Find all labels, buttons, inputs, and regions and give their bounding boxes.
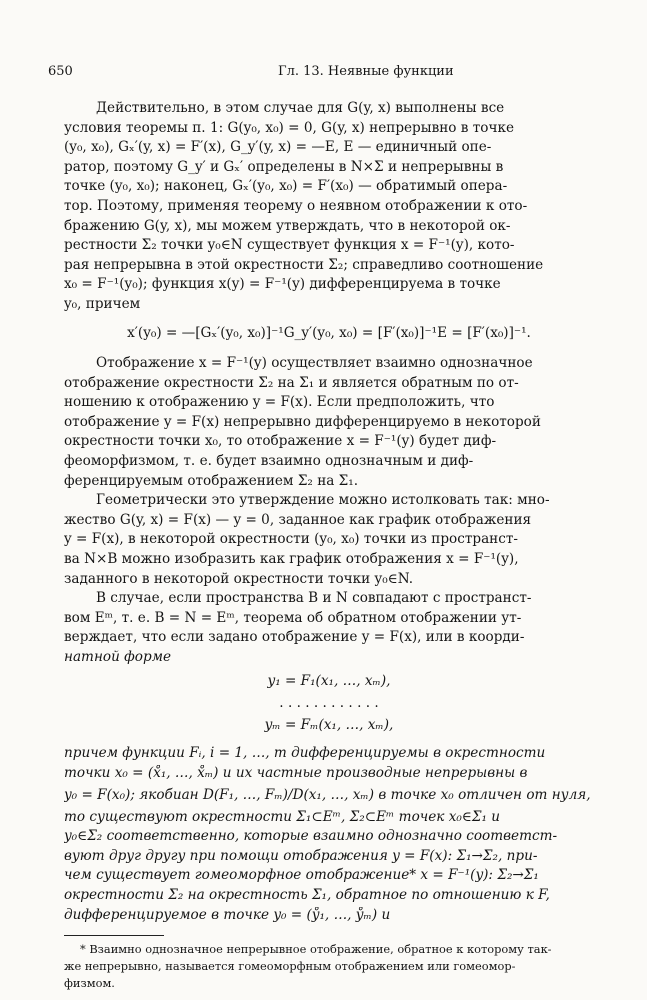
text-line: заданного в некоторой окрестности точки y₀∈N. <box>64 570 414 587</box>
text-line: y₀, причем <box>64 296 141 312</box>
text-line: В случае, если пространства B и N совпадают с пространст- <box>96 590 532 607</box>
text-line: отображение y = F(x) непрерывно дифференцируемо в некоторой <box>64 413 541 430</box>
text-line: ва N×B можно изобразить как график отображения x = F⁻¹(y), <box>64 551 519 567</box>
formula-derivative: x′(y₀) = —[Gₓ′(y₀, x₀)]⁻¹G_y′(y₀, x₀) = [F′(x₀)]⁻¹E = [F′(x₀)]⁻¹. <box>127 325 531 341</box>
text-line: верждает, что если задано отображение y = F(x), или в коорди- <box>64 629 525 646</box>
text-line: то существуют окрестности Σ₁⊂Eᵐ, Σ₂⊂Eᵐ точек x₀∈Σ₁ и <box>64 808 501 825</box>
text-line: окрестности точки x₀, то отображение x = F⁻¹(y) будет диф- <box>64 433 497 450</box>
text-line: вуют друг другу при помощи отображения y = F(x): Σ₁→Σ₂, при- <box>64 847 538 864</box>
text-line: y = F(x), в некоторой окрестности (y₀, x₀) точки из пространст- <box>64 531 518 548</box>
text-line: ференцируемым отображением Σ₂ на Σ₁. <box>64 472 359 489</box>
text-line: ратор, поэтому G_y′ и Gₓ′ определены в N×Σ и непрерывны в <box>64 158 504 175</box>
text-line: причем функции Fᵢ, i = 1, …, m дифференцируемы в окрестности <box>64 745 546 761</box>
footnote-rule <box>64 935 164 936</box>
footnote-line: же непрерывно, называется гомеоморфным отображением или гомеомор- <box>64 958 516 973</box>
text-line: натной форме <box>64 649 172 665</box>
text-line: рая непрерывна в этой окрестности Σ₂; справедливо соотношение <box>64 256 544 273</box>
text-line: жество G(y, x) = F(x) — y = 0, заданное как график отображения <box>64 511 532 528</box>
footnote-line: * Взаимно однозначное непрерывное отображение, обратное к которому так- <box>80 941 552 956</box>
text-line: точки x₀ = (x̊₁, …, x̊ₘ) и их частные производные непрерывны в <box>64 764 528 781</box>
text-line: ношению к отображению y = F(x). Если предположить, что <box>64 394 495 411</box>
page-header <box>48 64 596 84</box>
text-line: чем существует гомеоморфное отображение* x = F⁻¹(y): Σ₂→Σ₁ <box>64 867 539 884</box>
text-line: y₀∈Σ₂ соответственно, которые взаимно однозначно соответст- <box>64 828 558 845</box>
text-line: бражению G(y, x), мы можем утверждать, что в некоторой ок- <box>64 217 511 234</box>
text-line-jacobian: y₀ = F(x₀); якобиан D(F₁, …, Fₘ)/D(x₁, …, xₘ) в точке x₀ отличен от нуля, <box>64 786 591 803</box>
text-line: отображение окрестности Σ₂ на Σ₁ и является обратным по от- <box>64 374 519 391</box>
text-line: Геометрически это утверждение можно истолковать так: мно- <box>96 492 550 509</box>
text-line: Действительно, в этом случае для G(y, x) выполнены все <box>96 100 505 116</box>
formula-system-dots: . . . . . . . . . . . . <box>279 695 379 711</box>
text-line: тор. Поэтому, применяя теорему о неявном отображении к ото- <box>64 198 528 214</box>
page-number: 650 <box>48 64 73 79</box>
footnote-line: физмом. <box>64 975 115 990</box>
text-line: вом Eᵐ, т. е. B = N = Eᵐ, теорема об обратном отображении ут- <box>64 609 522 626</box>
text-line: точке (y₀, x₀); наконец, Gₓ′(y₀, x₀) = F′(x₀) — обратимый опера- <box>64 178 508 195</box>
text-line: Отображение x = F⁻¹(y) осуществляет взаимно однозначное <box>96 355 533 371</box>
text-line: условия теоремы п. 1: G(y₀, x₀) = 0, G(y, x) непрерывно в точке <box>64 119 515 136</box>
text-line: окрестности Σ₂ на окрестность Σ₁, обратное по отношению к F, <box>64 887 550 903</box>
running-title: Гл. 13. Неявные функции <box>278 64 454 79</box>
formula-system-first: y₁ = F₁(x₁, …, xₘ), <box>267 673 391 689</box>
text-line: (y₀, x₀), Gₓ′(y, x) = F′(x), G_y′(y, x) = —E, E — единичный опе- <box>64 139 492 156</box>
text-line: дифференцируемое в точке y₀ = (ẙ₁, …, ẙₘ) и <box>64 906 391 923</box>
text-line: феоморфизмом, т. е. будет взаимно однозначным и диф- <box>64 453 474 469</box>
formula-system-last: yₘ = Fₘ(x₁, …, xₘ), <box>264 717 394 733</box>
text-line: x₀ = F⁻¹(y₀); функция x(y) = F⁻¹(y) дифференцируема в точке <box>64 276 501 293</box>
text-line: рестности Σ₂ точки y₀∈N существует функция x = F⁻¹(y), кото- <box>64 237 515 254</box>
